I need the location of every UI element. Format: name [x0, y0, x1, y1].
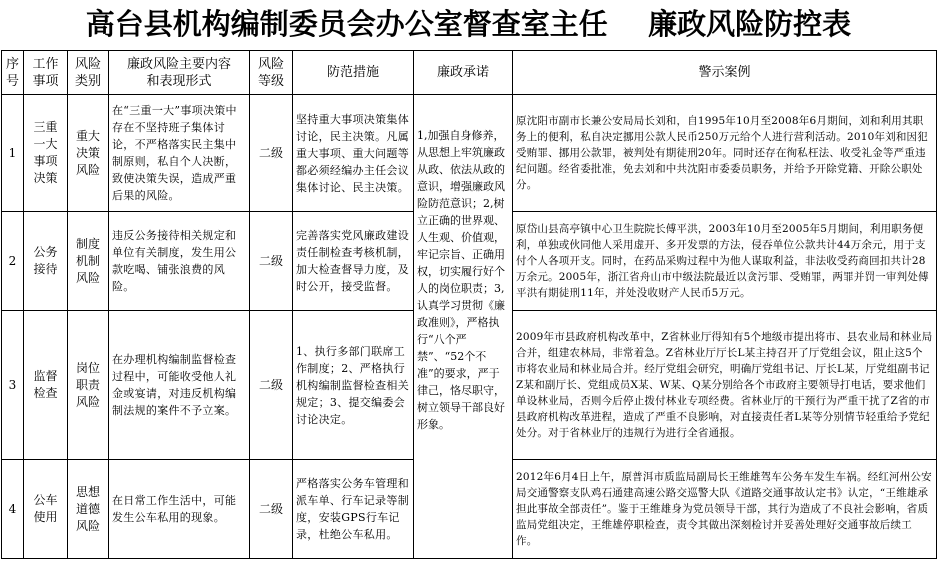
- row-risk-level: 二级: [250, 460, 293, 559]
- header-risk-type: 风险 类别: [68, 51, 109, 95]
- row-warning-case: 原岱山县高亭镇中心卫生院院长傅平洪，2003年10月至2005年5月期间，利用职务便利，单独或伙同他人采用虚开、多开发票的方法，侵吞单位公款共计44万余元，用于支付个人各项开支。同时，在药品采购过程中为他人谋取利益，非法收受药商回扣共计28万余元。2005年，浙江省舟山市中级法院最近以贪污罪、受贿罪，两罪并罚一审判处傅平洪有期徒刑11年，并处没收财产人民币5万元。: [513, 212, 937, 311]
- header-risk-content: 廉政风险主要内容 和表现形式: [109, 51, 250, 95]
- row-work-item: 监督检查: [24, 311, 68, 460]
- row-risk-content: 在办理机构编制监督检查过程中，可能收受他人礼金或宴请，对违反机构编制法规的案件不予立案。: [109, 311, 250, 460]
- row-work-item: 三重一大事项决策: [24, 95, 68, 212]
- row-seq: 4: [2, 460, 24, 559]
- row-risk-type: 岗位职责风险: [68, 311, 109, 460]
- row-measures: 完善落实党风廉政建设责任制检查考核机制，加大检查督导力度，及时公开，接受监督。: [293, 212, 414, 311]
- header-risk-level: 风险 等级: [250, 51, 293, 95]
- row-risk-type: 重大决策风险: [68, 95, 109, 212]
- table-header-row: [2, 51, 937, 95]
- risk-control-table: [1, 50, 937, 559]
- row-measures: 严格落实公务车管理和派车单、行车记录等制度，安装GPS行车记录，杜绝公车私用。: [293, 460, 414, 559]
- integrity-promise: 1,加强自身修养，从思想上牢筑廉政从政、依法从政的意识，增强廉政风险防范意识；2,树立正确的世界观、人生观、价值观，牢记宗旨、正确用权，切实履行好个人的岗位职责；3,认真学习贯彻《廉政准则》，严格执行“八个严禁”、“52个不准”的要求，严于律己，恪尽职守，树立领导干部良好形象。: [414, 95, 513, 559]
- row-seq: 2: [2, 212, 24, 311]
- row-warning-case: 2012年6月4日上午，原普洱市质监局副局长王维雄驾车公务车发生车祸。经红河州公安局交通警察支队鸡石通建高速公路交巡警大队《道路交通事故认定书》认定，“王维雄承担此事故全部责任”。鉴于王维雄身为党员领导干部，其行为造成了不良社会影响，省质监局党组决定，王维雄停职检查，责令其做出深刻检讨并妥善处理好交通事故后续工作。: [513, 460, 937, 559]
- row-risk-content: 在“三重一大”事项决策中存在不坚持班子集体讨论，不严格落实民主集中制原则，私自个人决断，致使决策失误，造成严重后果的风险。: [109, 95, 250, 212]
- header-seq: 序 号: [2, 51, 24, 95]
- row-risk-level: 二级: [250, 311, 293, 460]
- row-work-item: 公车使用: [24, 460, 68, 559]
- page-title: 高台县机构编制委员会办公室督查室主任 廉政风险防控表: [85, 7, 852, 41]
- row-risk-content: 违反公务接待相关规定和单位有关制度，发生用公款吃喝、铺张浪费的风险。: [109, 212, 250, 311]
- row-risk-type: 制度机制风险: [68, 212, 109, 311]
- row-measures: 1、执行多部门联席工作制度；2、严格执行机构编制监督检查相关规定；3、提交编委会讨论决定。: [293, 311, 414, 460]
- row-warning-case: 2009年市县政府机构改革中，Z省林业厅得知有5个地级市提出将市、县农业局和林业局合并，组建农林局，非常着急。Z省林业厅厅长L某主持召开了厅党组会议，阻止这5个市将农业局和林业局合并。经厅党组会研究，明确厅党组书记、厅长L某，厅党组副书记Z某和副厅长、党组成员X某、W某、Q某分别给各个市政府主要领导打电话，要求他们单设林业局，否则今后停止拨付林业专项经费。省林业厅的干预行为严重干扰了Z省的市县政府机构改革进程，造成了严重不良影响，对直接责任者L某等分别情节轻重给予党纪处分。对于省林业厅的违规行为进行全省通报。: [513, 311, 937, 460]
- header-measures: 防范措施: [293, 51, 414, 95]
- row-seq: 1: [2, 95, 24, 212]
- row-risk-type: 思想道德风险: [68, 460, 109, 559]
- header-work-item: 工作 事项: [24, 51, 68, 95]
- row-measures: 坚持重大事项决策集体讨论，民主决策。凡属重大事项、重大问题等都必须经编办主任会议集体讨论、民主决策。: [293, 95, 414, 212]
- row-warning-case: 原沈阳市副市长兼公安局局长刘和，自1995年10月至2008年6月期间，刘和利用其职务上的便利，私自决定挪用公款人民币250万元给个人进行营利活动。2010年刘和因犯受贿罪、挪用公款罪，被判处有期徒刑20年。同时还存在徇私枉法、收受礼金等严重违纪问题。经省委批准，免去刘和中共沈阳市委委员职务，并给予开除党籍、开除公职处分。: [513, 95, 937, 212]
- row-risk-level: 二级: [250, 95, 293, 212]
- header-promise: 廉政承诺: [414, 51, 513, 95]
- header-cases: 警示案例: [513, 51, 937, 95]
- row-work-item: 公务接待: [24, 212, 68, 311]
- table-row: [2, 95, 937, 212]
- row-seq: 3: [2, 311, 24, 460]
- row-risk-level: 二级: [250, 212, 293, 311]
- row-risk-content: 在日常工作生活中，可能发生公车私用的现象。: [109, 460, 250, 559]
